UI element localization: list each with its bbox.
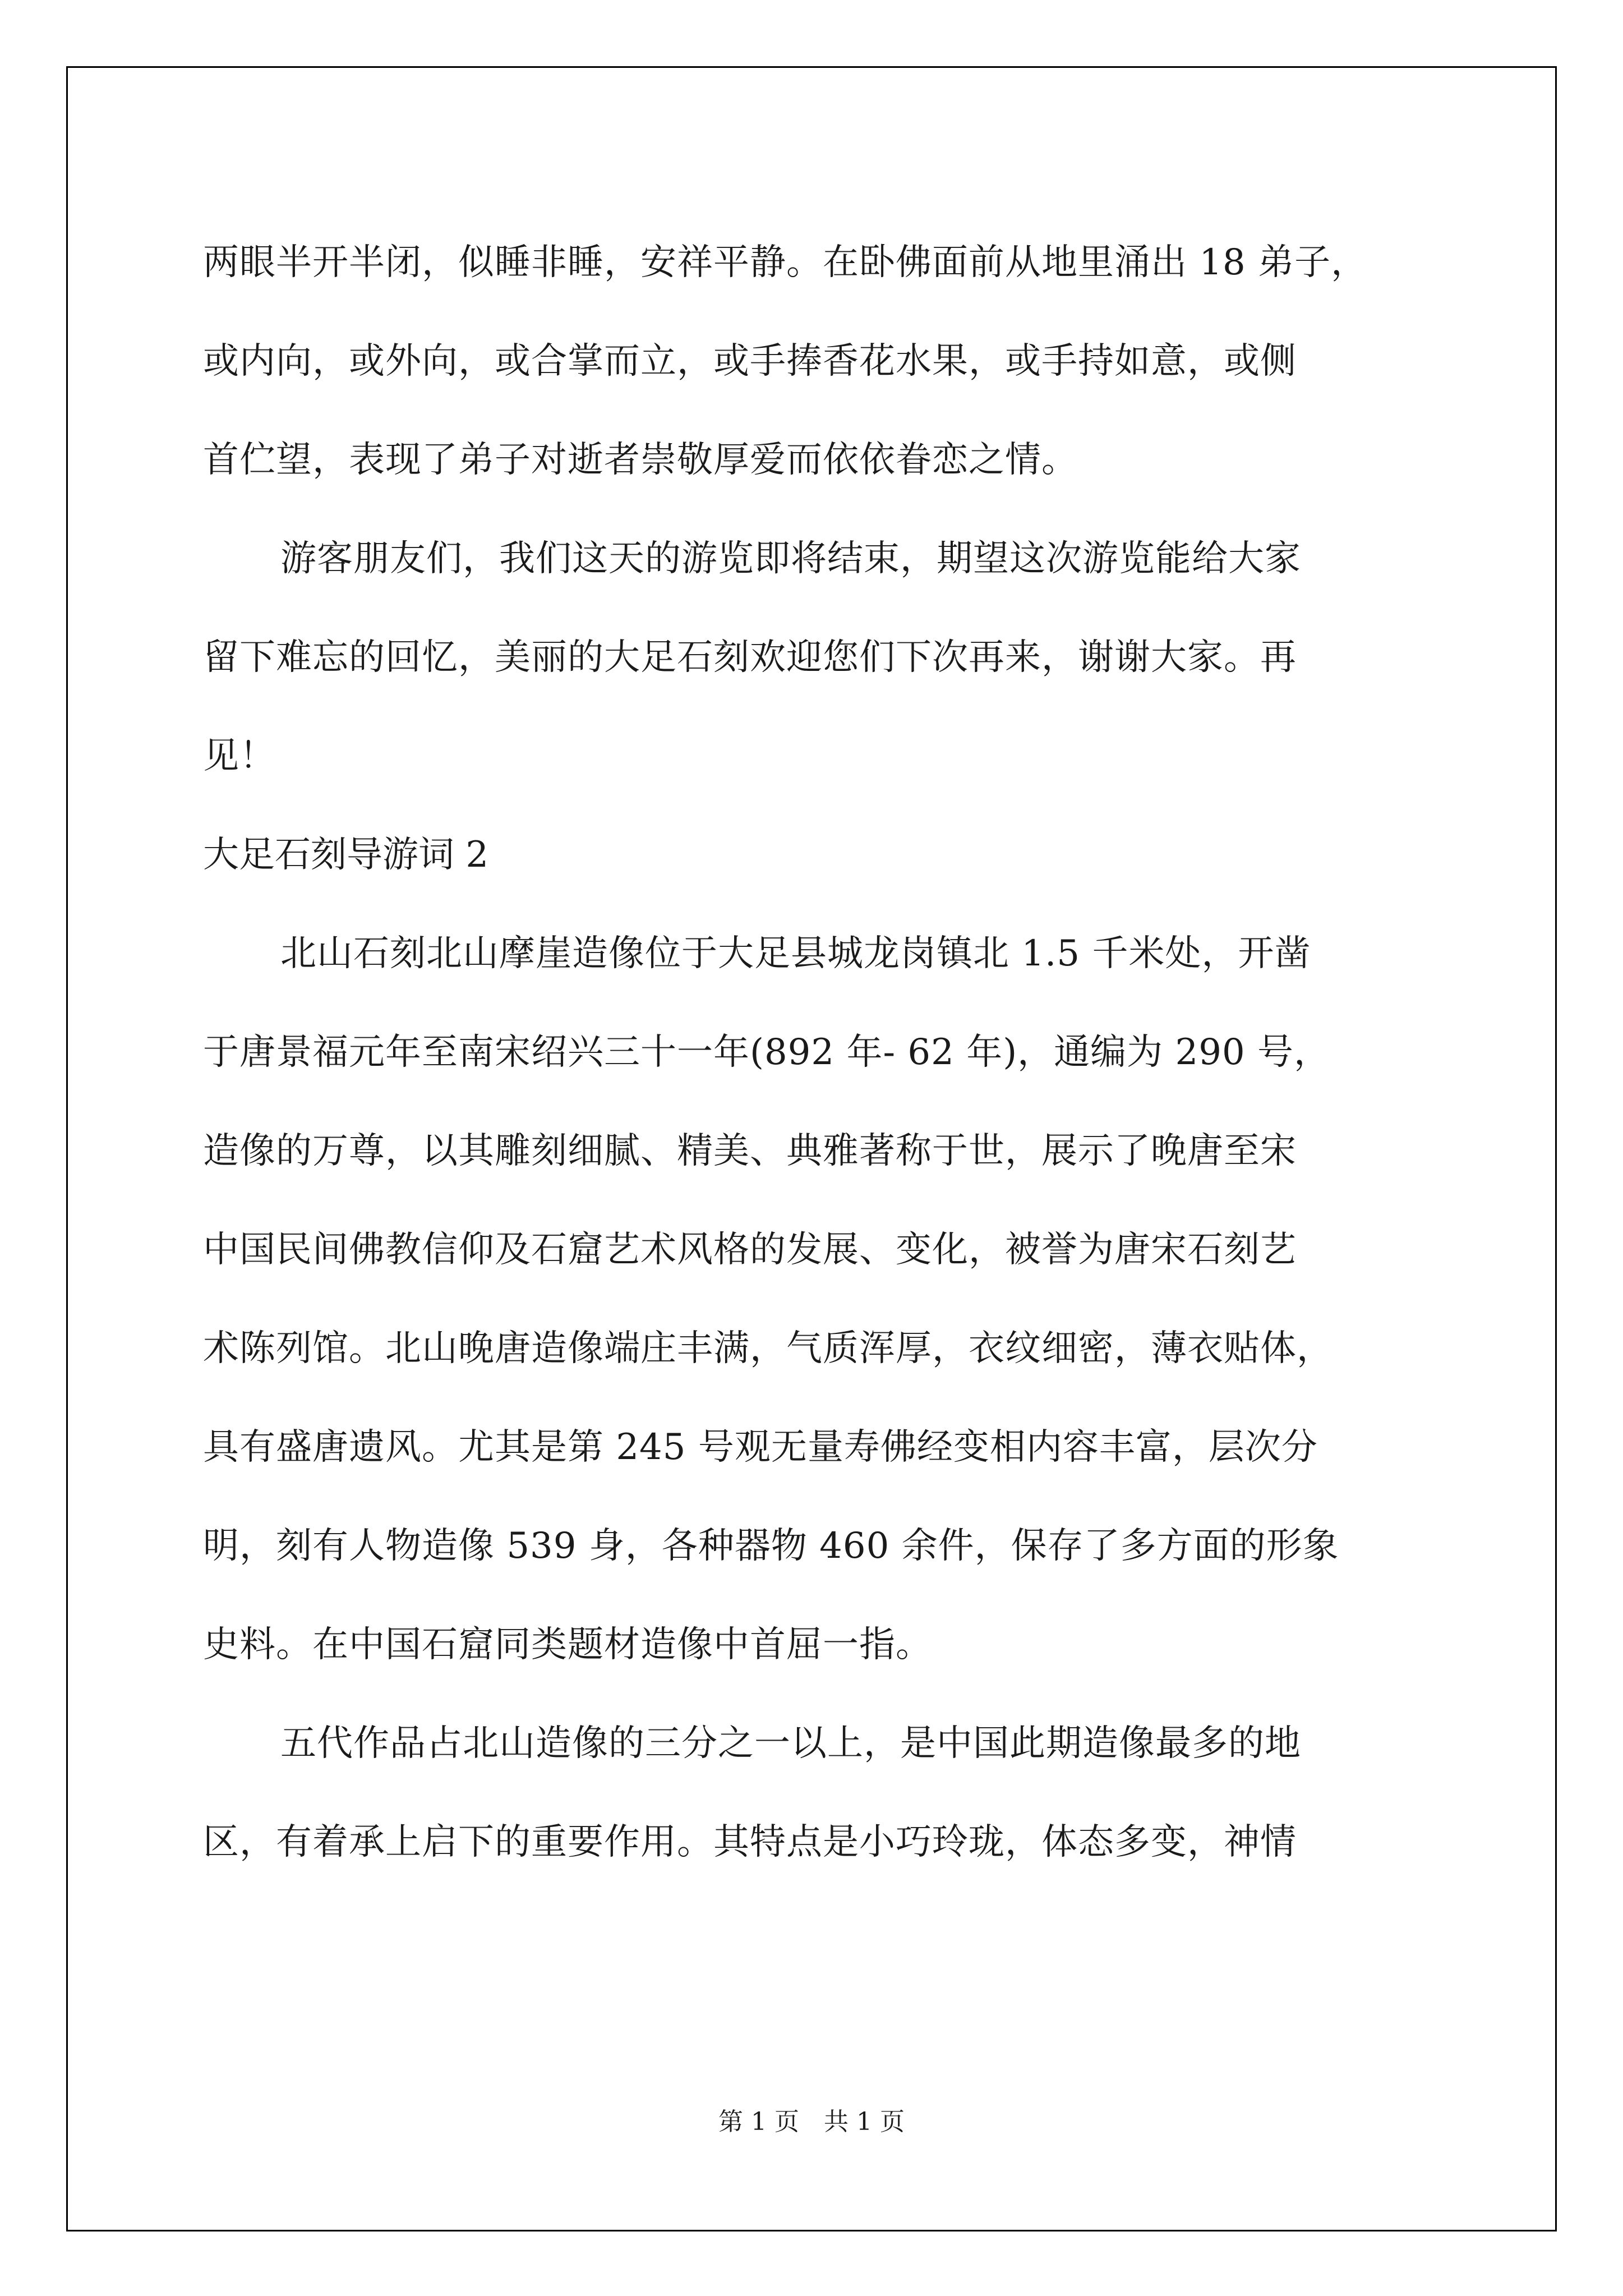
text-line: 留下难忘的回忆，美丽的大足石刻欢迎您们下次再来，谢谢大家。再 xyxy=(203,637,1297,678)
text-line: 五代作品占北山造像的三分之一以上，是中国此期造像最多的地 xyxy=(280,1723,1301,1764)
text-line: 中国民间佛教信仰及石窟艺术风格的发展、变化，被誉为唐宋石刻艺 xyxy=(203,1229,1297,1271)
text-line: 两眼半开半闭，似睡非睡，安祥平静。在卧佛面前从地里涌出 18 弟子， xyxy=(203,242,1368,283)
text-line: 见！ xyxy=(203,735,276,777)
paragraph-farewell xyxy=(203,509,1437,806)
text-line: 史料。在中国石窟同类题材造像中首屈一指。 xyxy=(203,1624,932,1665)
text-line: 游客朋友们，我们这天的游览即将结束，期望这次游览能给大家 xyxy=(280,538,1301,579)
section-heading: 大足石刻导游词 2 xyxy=(203,834,489,876)
text-line: 区，有着承上启下的重要作用。其特点是小巧玲珑，体态多变，神情 xyxy=(203,1821,1297,1863)
text-line: 具有盛唐遗风。尤其是第 245 号观无量寿佛经变相内容丰富，层次分 xyxy=(203,1427,1318,1468)
paragraph-five-dynasties xyxy=(203,1694,1437,1892)
text-line: 于唐景福元年至南宋绍兴三十一年(892 年- 62 年)，通编为 290 号， xyxy=(203,1032,1331,1073)
paragraph-beishan xyxy=(203,904,1437,1694)
page-number-footer: 第 1 页 共 1 页 xyxy=(718,2108,905,2136)
text-line: 或内向，或外向，或合掌而立，或手捧香花水果，或手持如意，或侧 xyxy=(203,341,1297,382)
text-line: 明，刻有人物造像 539 身，各种器物 460 余件，保存了多方面的形象 xyxy=(203,1525,1339,1567)
text-line: 北山石刻北山摩崖造像位于大足县城龙岗镇北 1.5 千米处，开凿 xyxy=(280,933,1311,974)
text-line: 造像的万尊，以其雕刻细腻、精美、典雅著称于世，展示了晚唐至宋 xyxy=(203,1130,1297,1172)
text-line: 首伫望，表现了弟子对逝者崇敬厚爱而依依眷恋之情。 xyxy=(203,439,1078,481)
text-line: 术陈列馆。北山晚唐造像端庄丰满，气质浑厚，衣纹细密，薄衣贴体， xyxy=(203,1328,1333,1369)
paragraph-continuation xyxy=(203,213,1437,509)
document-body xyxy=(203,213,1437,1892)
